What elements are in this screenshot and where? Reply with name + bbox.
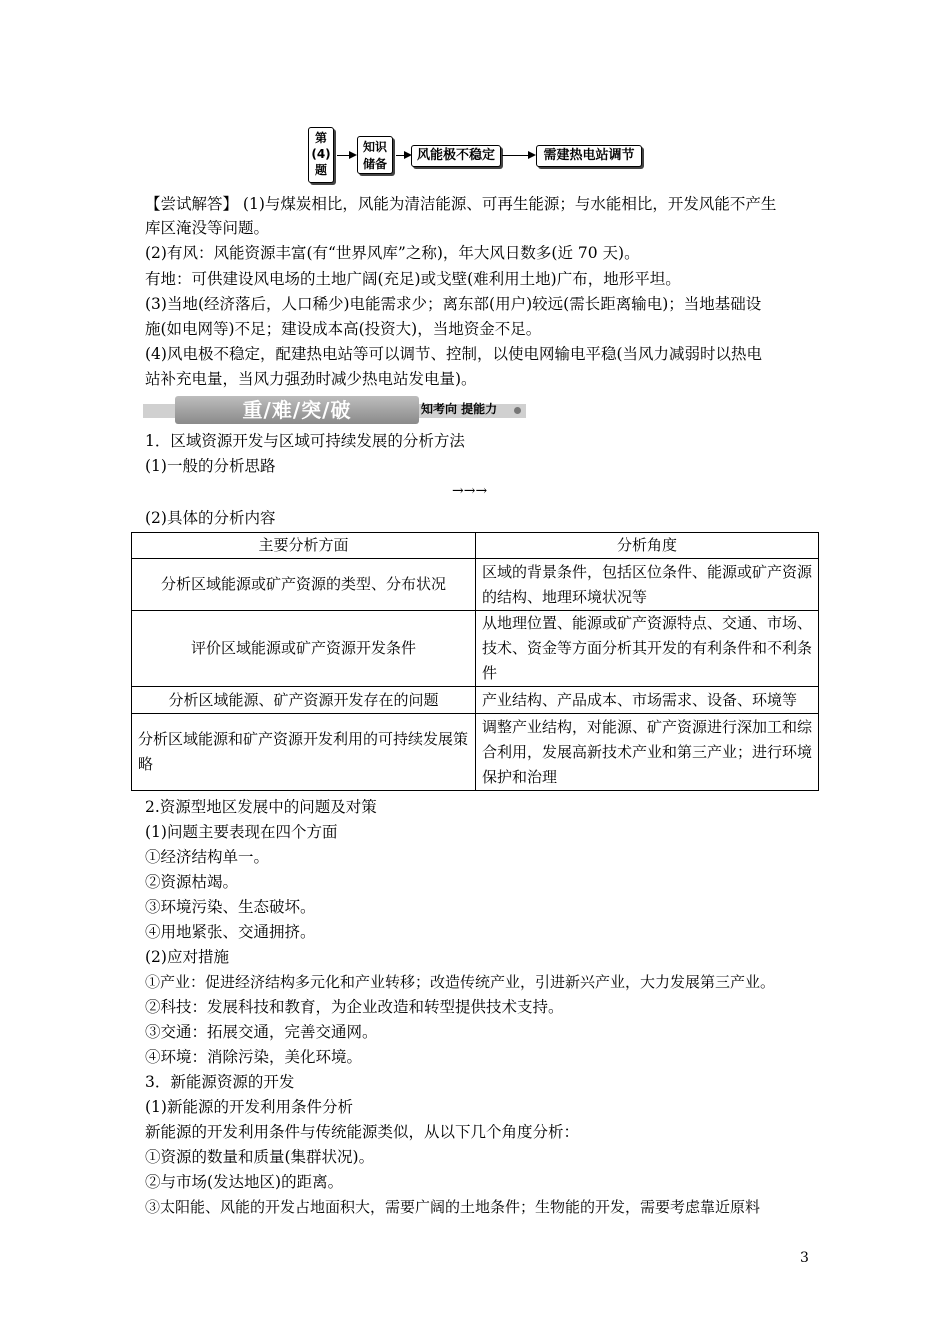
- answer-line-2: 库区淹没等问题。: [145, 219, 270, 237]
- table-row: [132, 559, 819, 611]
- question-label-box: [308, 127, 334, 183]
- table-cell: 区域的背景条件，包括区位条件、能源或矿产资源的结构、地理环境状况等: [476, 559, 819, 611]
- table-header-cell: 分析角度: [476, 533, 819, 559]
- section2-heading: 2.资源型地区发展中的问题及对策: [145, 798, 377, 816]
- answer-line-7: (4)风电极不稳定，配建热电站等可以调节、控制，以使电网输电平稳(当风力减弱时以热电: [145, 345, 763, 363]
- table-cell: 调整产业结构，对能源、矿产资源进行深加工和综合利用，发展高新技术产业和第三产业；进行环境保护和治理: [476, 714, 819, 791]
- table-cell: 分析区域能源和矿产资源开发利用的可持续发展策略: [132, 714, 476, 791]
- section1-sub2: (2)具体的分析内容: [145, 509, 276, 527]
- question-label-line1: 第: [314, 131, 327, 145]
- flow-arrow-3: [502, 155, 534, 156]
- table-row: [132, 687, 819, 714]
- banner-title: 重/难/突/破: [242, 398, 352, 422]
- section3-condition-2: ②与市场(发达地区)的距离。: [145, 1173, 344, 1191]
- flow-box-thermal-station: [536, 145, 642, 167]
- section2-measure-2: ②科技：发展科技和教育，为企业改造和转型提供技术支持。: [145, 998, 564, 1016]
- section2-sub1: (1)问题主要表现在四个方面: [145, 823, 338, 841]
- section1-sub1: (1)一般的分析思路: [145, 457, 276, 475]
- question-label-line3: 题: [314, 163, 327, 177]
- section1-heading: 1．区域资源开发与区域可持续发展的分析方法: [145, 432, 465, 450]
- answer-line-1: 【尝试解答】 (1)与煤炭相比，风能为清洁能源、可再生能源；与水能相比，开发风能不产生: [145, 195, 777, 213]
- banner-subtitle: 知考向 提能力: [421, 402, 498, 416]
- answer-line-3: (2)有风：风能资源丰富(有“世界风库”之称)，年大风日数多(近 70 天)。: [145, 244, 640, 262]
- analysis-table: [131, 532, 819, 791]
- answer-line-8: 站补充电量，当风力强劲时减少热电站发电量)。: [145, 370, 477, 388]
- section2-problem-3: ③环境污染、生态破坏。: [145, 898, 316, 916]
- table-header-cell: 主要分析方面: [132, 533, 476, 559]
- section2-problem-1: ①经济结构单一。: [145, 848, 270, 866]
- section2-measure-3: ③交通：拓展交通，完善交通网。: [145, 1023, 378, 1041]
- flow-box-thermal-station-text: 需建热电站调节: [543, 148, 635, 163]
- section3-intro: 新能源的开发利用条件与传统能源类似，从以下几个角度分析：: [145, 1123, 580, 1141]
- table-row: [132, 611, 819, 687]
- section2-problem-4: ④用地紧张、交通拥挤。: [145, 923, 316, 941]
- table-cell: 分析区域能源或矿产资源的类型、分布状况: [132, 559, 476, 611]
- section2-measure-4: ④环境：消除污染，美化环境。: [145, 1048, 363, 1066]
- knowledge-line2: 储备: [362, 157, 387, 171]
- section2-measure-1: ①产业：促进经济结构多元化和产业转移；改造传统产业，引进新兴产业，大力发展第三产业。: [145, 973, 776, 991]
- table-cell: 评价区域能源或矿产资源开发条件: [132, 611, 476, 687]
- knowledge-line1: 知识: [362, 140, 387, 154]
- question-label-line2: (4): [311, 147, 331, 161]
- page-number: 3: [800, 1250, 809, 1266]
- table-cell: 分析区域能源、矿产资源开发存在的问题: [132, 687, 476, 714]
- section2-problem-2: ②资源枯竭。: [145, 873, 239, 891]
- flow-box-wind-unstable: [411, 145, 501, 167]
- section2-sub2: (2)应对措施: [145, 948, 229, 966]
- analysis-flow-arrows: →→→: [452, 483, 488, 499]
- table-cell: 从地理位置、能源或矿产资源特点、交通、市场、技术、资金等方面分析其开发的有利条件和不利条件: [476, 611, 819, 687]
- section3-heading: 3．新能源资源的开发: [145, 1073, 295, 1091]
- flow-arrow-1: [337, 155, 355, 156]
- section3-condition-1: ①资源的数量和质量(集群状况)。: [145, 1148, 375, 1166]
- knowledge-box: [357, 136, 393, 174]
- flow-arrow-2: [396, 155, 410, 156]
- section3-sub1: (1)新能源的开发利用条件分析: [145, 1098, 353, 1116]
- banner-dot-icon: [514, 407, 521, 414]
- section3-condition-3: ③太阳能、风能的开发占地面积大，需要广阔的土地条件；生物能的开发，需要考虑靠近原料: [145, 1198, 761, 1216]
- table-row: [132, 714, 819, 791]
- table-header-row: [132, 533, 819, 559]
- section-banner: [143, 396, 526, 424]
- table-cell: 产业结构、产品成本、市场需求、设备、环境等: [476, 687, 819, 714]
- answer-line-4: 有地：可供建设风电场的土地广阔(充足)或戈壁(难利用土地)广布，地形平坦。: [145, 270, 681, 288]
- answer-line-5: (3)当地(经济落后，人口稀少)电能需求少；离东部(用户)较远(需长距离输电)；当地基础设: [145, 295, 762, 313]
- answer-line-6: 施(如电网等)不足；建设成本高(投资大)，当地资金不足。: [145, 320, 542, 338]
- flow-box-wind-unstable-text: 风能极不稳定: [416, 148, 495, 163]
